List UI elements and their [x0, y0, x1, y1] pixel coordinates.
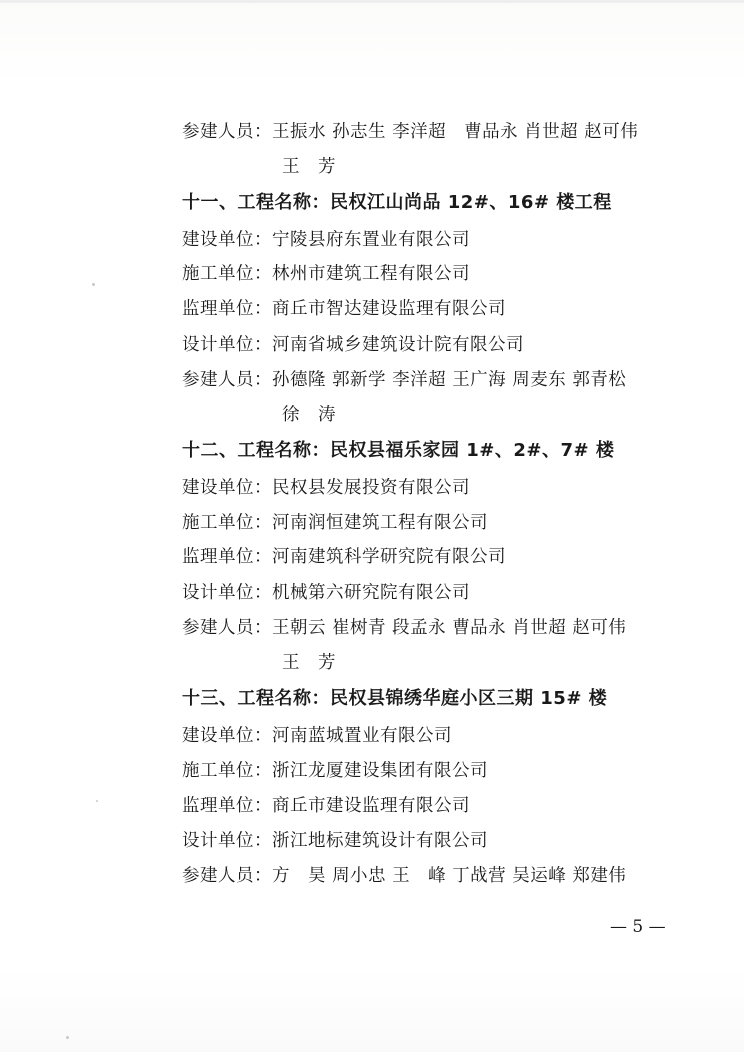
- builder-label: 建设单位：: [182, 726, 272, 746]
- constructor-value: 林州市建筑工程有限公司: [272, 264, 470, 284]
- personnel-names: 方 昊 周小忠 王 峰 丁战营 吴运峰 郑建伟: [272, 866, 627, 886]
- page-number: — 5 —: [610, 917, 666, 937]
- supervisor-value: 商丘市建设监理有限公司: [272, 796, 470, 816]
- s12-personnel-continuation: 王 芳: [282, 653, 336, 673]
- designer-label: 设计单位：: [182, 831, 272, 851]
- builder-label: 建设单位：: [182, 230, 272, 250]
- scan-speck: [96, 800, 98, 802]
- s11-heading: 十一、工程名称：民权江山尚品 12#、16# 楼工程: [182, 192, 612, 213]
- s11-builder-line: [182, 229, 470, 251]
- s11-personnel-line: [182, 369, 626, 391]
- constructor-value: 浙江龙厦建设集团有限公司: [272, 761, 488, 781]
- s11-supervisor-line: [182, 298, 506, 320]
- s12-constructor-line: [182, 512, 488, 534]
- constructor-label: 施工单位：: [182, 761, 272, 781]
- s13-builder-line: [182, 725, 452, 747]
- builder-label: 建设单位：: [182, 478, 272, 498]
- s12-supervisor-line: [182, 546, 506, 568]
- builder-value: 河南蓝城置业有限公司: [272, 726, 452, 746]
- constructor-value: 河南润恒建筑工程有限公司: [272, 513, 488, 533]
- s12-personnel-line: [182, 617, 626, 639]
- s12-builder-line: [182, 477, 470, 499]
- s11-constructor-line: [182, 263, 470, 285]
- designer-value: 浙江地标建筑设计有限公司: [272, 831, 488, 851]
- supervisor-value: 商丘市智达建设监理有限公司: [272, 299, 506, 319]
- scan-edge: [0, 0, 744, 3]
- scan-speck: [66, 1036, 69, 1039]
- constructor-label: 施工单位：: [182, 264, 272, 284]
- s11-personnel-continuation: 徐 涛: [282, 405, 336, 425]
- personnel-names: 王振水 孙志生 李洋超 曹品永 肖世超 赵可伟: [272, 122, 639, 142]
- s10-personnel-continuation: 王 芳: [282, 157, 336, 177]
- supervisor-label: 监理单位：: [182, 547, 272, 567]
- scan-speck: [92, 283, 95, 286]
- personnel-label: 参建人员：: [182, 618, 272, 638]
- supervisor-label: 监理单位：: [182, 796, 272, 816]
- personnel-label: 参建人员：: [182, 866, 272, 886]
- designer-label: 设计单位：: [182, 583, 272, 603]
- designer-value: 机械第六研究院有限公司: [272, 583, 470, 603]
- s10-personnel-line: [182, 121, 638, 143]
- personnel-names: 王朝云 崔树青 段孟永 曹品永 肖世超 赵可伟: [272, 618, 627, 638]
- designer-value: 河南省城乡建筑设计院有限公司: [272, 335, 524, 355]
- builder-value: 宁陵县府东置业有限公司: [272, 230, 470, 250]
- s12-heading: 十二、工程名称：民权县福乐家园 1#、2#、7# 楼: [182, 440, 615, 461]
- s13-designer-line: [182, 830, 488, 852]
- personnel-names: 孙德隆 郭新学 李洋超 王广海 周麦东 郭青松: [272, 370, 627, 390]
- s13-constructor-line: [182, 760, 488, 782]
- builder-value: 民权县发展投资有限公司: [272, 478, 470, 498]
- s12-designer-line: [182, 582, 470, 604]
- constructor-label: 施工单位：: [182, 513, 272, 533]
- s13-heading: 十三、工程名称：民权县锦绣华庭小区三期 15# 楼: [182, 688, 608, 709]
- designer-label: 设计单位：: [182, 335, 272, 355]
- personnel-label: 参建人员：: [182, 122, 272, 142]
- supervisor-label: 监理单位：: [182, 299, 272, 319]
- s13-supervisor-line: [182, 795, 470, 817]
- personnel-label: 参建人员：: [182, 370, 272, 390]
- supervisor-value: 河南建筑科学研究院有限公司: [272, 547, 506, 567]
- s11-designer-line: [182, 334, 524, 356]
- s13-personnel-line: [182, 865, 626, 887]
